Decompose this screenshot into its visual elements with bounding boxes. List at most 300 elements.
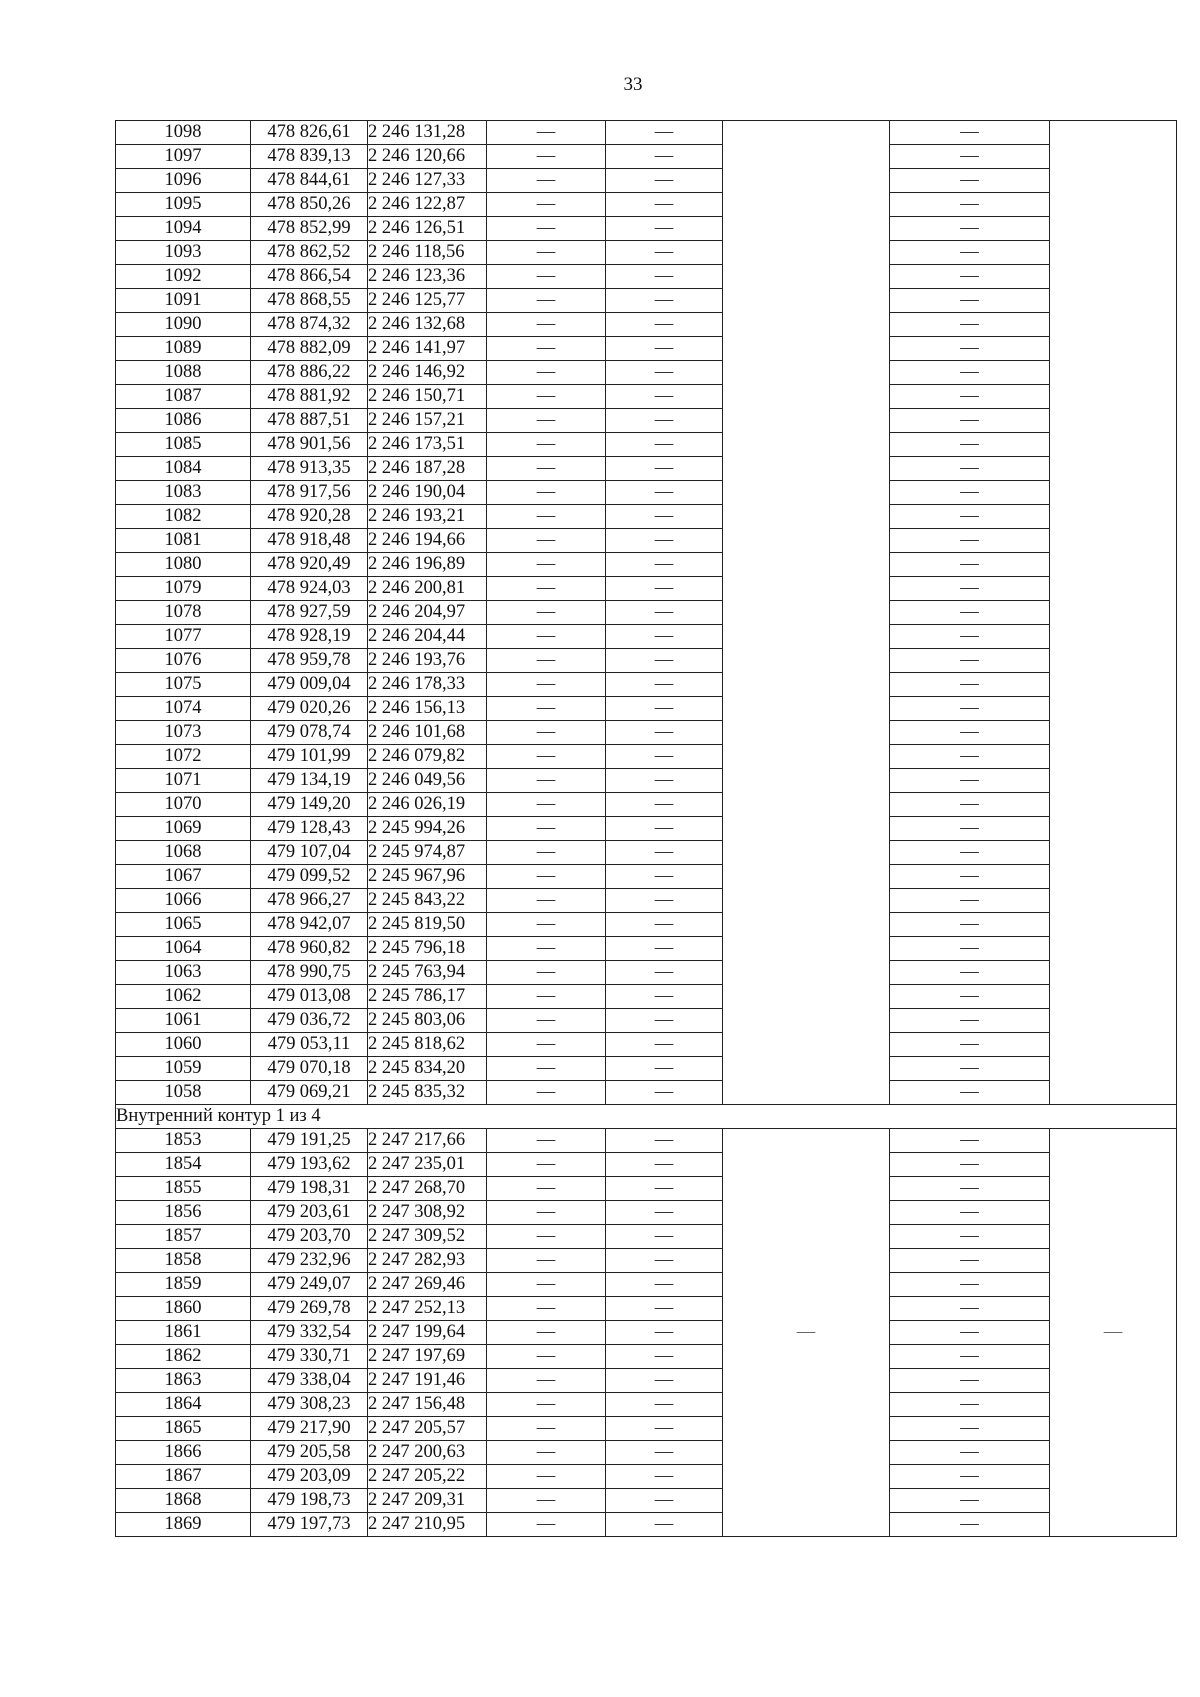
- dash-cell: —: [606, 289, 723, 313]
- x-coordinate-cell: 478 924,03: [251, 577, 368, 601]
- table-row: [116, 1081, 1177, 1105]
- dash-cell: —: [606, 433, 723, 457]
- dash-cell: —: [487, 1393, 606, 1417]
- dash-cell: —: [487, 1417, 606, 1441]
- dash-cell: —: [487, 1009, 606, 1033]
- dash-cell: —: [487, 385, 606, 409]
- table-row: [116, 1465, 1177, 1489]
- point-number-cell: 1082: [116, 505, 251, 529]
- dash-cell: —: [890, 1465, 1050, 1489]
- dash-cell: —: [890, 1129, 1050, 1153]
- point-number-cell: 1092: [116, 265, 251, 289]
- table-row: [116, 289, 1177, 313]
- dash-cell: —: [606, 625, 723, 649]
- point-number-cell: 1065: [116, 913, 251, 937]
- dash-cell: —: [606, 601, 723, 625]
- y-coordinate-cell: 2 247 205,22: [368, 1465, 487, 1489]
- dash-cell: —: [890, 529, 1050, 553]
- dash-cell: —: [890, 1201, 1050, 1225]
- dash-cell: —: [606, 1249, 723, 1273]
- dash-cell: —: [890, 1345, 1050, 1369]
- dash-cell: —: [606, 961, 723, 985]
- y-coordinate-cell: 2 246 127,33: [368, 169, 487, 193]
- dash-cell: —: [890, 769, 1050, 793]
- table-row: [116, 433, 1177, 457]
- point-number-cell: 1070: [116, 793, 251, 817]
- dash-cell: —: [487, 697, 606, 721]
- table-row: [116, 649, 1177, 673]
- y-coordinate-cell: 2 247 252,13: [368, 1297, 487, 1321]
- x-coordinate-cell: 478 868,55: [251, 289, 368, 313]
- table-row: [116, 1129, 1177, 1153]
- x-coordinate-cell: 478 990,75: [251, 961, 368, 985]
- x-coordinate-cell: 479 198,73: [251, 1489, 368, 1513]
- dash-cell: —: [606, 649, 723, 673]
- dash-cell: —: [487, 1345, 606, 1369]
- dash-cell: —: [890, 241, 1050, 265]
- dash-cell: —: [487, 217, 606, 241]
- dash-cell: —: [890, 625, 1050, 649]
- y-coordinate-cell: 2 246 193,76: [368, 649, 487, 673]
- x-coordinate-cell: 479 009,04: [251, 673, 368, 697]
- dash-cell: —: [606, 1417, 723, 1441]
- dash-cell: —: [487, 889, 606, 913]
- dash-cell: —: [890, 1417, 1050, 1441]
- dash-cell: —: [890, 817, 1050, 841]
- dash-cell: —: [606, 1513, 723, 1537]
- point-number-cell: 1861: [116, 1321, 251, 1345]
- dash-cell: —: [890, 1177, 1050, 1201]
- y-coordinate-cell: 2 246 079,82: [368, 745, 487, 769]
- x-coordinate-cell: 479 269,78: [251, 1297, 368, 1321]
- x-coordinate-cell: 478 917,56: [251, 481, 368, 505]
- x-coordinate-cell: 478 913,35: [251, 457, 368, 481]
- dash-cell: —: [890, 409, 1050, 433]
- dash-cell: —: [487, 505, 606, 529]
- table-row: [116, 937, 1177, 961]
- y-coordinate-cell: 2 247 268,70: [368, 1177, 487, 1201]
- point-number-cell: 1064: [116, 937, 251, 961]
- dash-cell: —: [487, 313, 606, 337]
- dash-cell: —: [606, 745, 723, 769]
- y-coordinate-cell: 2 246 146,92: [368, 361, 487, 385]
- section-title: Внутренний контур 1 из 4: [116, 1105, 1177, 1129]
- y-coordinate-cell: 2 246 150,71: [368, 385, 487, 409]
- point-number-cell: 1071: [116, 769, 251, 793]
- dash-cell: —: [890, 1489, 1050, 1513]
- dash-cell: —: [606, 1177, 723, 1201]
- table-row: [116, 265, 1177, 289]
- dash-cell: —: [487, 265, 606, 289]
- x-coordinate-cell: 478 882,09: [251, 337, 368, 361]
- y-coordinate-cell: 2 245 974,87: [368, 841, 487, 865]
- table-row: [116, 769, 1177, 793]
- dash-cell: —: [487, 1441, 606, 1465]
- y-coordinate-cell: 2 246 101,68: [368, 721, 487, 745]
- dash-cell: —: [890, 433, 1050, 457]
- dash-cell: —: [487, 1033, 606, 1057]
- point-number-cell: 1073: [116, 721, 251, 745]
- dash-cell: —: [487, 1465, 606, 1489]
- table-row: [116, 385, 1177, 409]
- dash-cell: —: [487, 865, 606, 889]
- table-row: [116, 193, 1177, 217]
- dash-cell: —: [890, 889, 1050, 913]
- x-coordinate-cell: 479 134,19: [251, 769, 368, 793]
- dash-cell: —: [487, 817, 606, 841]
- dash-cell: —: [890, 385, 1050, 409]
- point-number-cell: 1074: [116, 697, 251, 721]
- dash-cell: —: [606, 817, 723, 841]
- y-coordinate-cell: 2 247 205,57: [368, 1417, 487, 1441]
- point-number-cell: 1097: [116, 145, 251, 169]
- merged-dash-cell: —: [1050, 1129, 1177, 1537]
- y-coordinate-cell: 2 245 835,32: [368, 1081, 487, 1105]
- x-coordinate-cell: 479 020,26: [251, 697, 368, 721]
- dash-cell: —: [606, 1321, 723, 1345]
- dash-cell: —: [487, 1177, 606, 1201]
- dash-cell: —: [890, 553, 1050, 577]
- table-row: [116, 961, 1177, 985]
- dash-cell: —: [487, 625, 606, 649]
- x-coordinate-cell: 479 203,70: [251, 1225, 368, 1249]
- point-number-cell: 1863: [116, 1369, 251, 1393]
- y-coordinate-cell: 2 246 204,97: [368, 601, 487, 625]
- table-row: [116, 1297, 1177, 1321]
- table-row: [116, 529, 1177, 553]
- dash-cell: —: [606, 217, 723, 241]
- table-row: [116, 745, 1177, 769]
- x-coordinate-cell: 479 128,43: [251, 817, 368, 841]
- x-coordinate-cell: 478 886,22: [251, 361, 368, 385]
- dash-cell: —: [890, 601, 1050, 625]
- point-number-cell: 1858: [116, 1249, 251, 1273]
- dash-cell: —: [890, 1057, 1050, 1081]
- dash-cell: —: [487, 553, 606, 577]
- dash-cell: —: [890, 193, 1050, 217]
- dash-cell: —: [606, 889, 723, 913]
- x-coordinate-cell: 478 844,61: [251, 169, 368, 193]
- dash-cell: —: [606, 265, 723, 289]
- dash-cell: —: [487, 841, 606, 865]
- table-row: [116, 1033, 1177, 1057]
- dash-cell: —: [606, 1057, 723, 1081]
- dash-cell: —: [890, 961, 1050, 985]
- dash-cell: —: [606, 985, 723, 1009]
- dash-cell: —: [890, 121, 1050, 145]
- y-coordinate-cell: 2 247 197,69: [368, 1345, 487, 1369]
- table-row: [116, 913, 1177, 937]
- dash-cell: —: [890, 721, 1050, 745]
- x-coordinate-cell: 479 308,23: [251, 1393, 368, 1417]
- dash-cell: —: [890, 1153, 1050, 1177]
- dash-cell: —: [606, 241, 723, 265]
- dash-cell: —: [606, 577, 723, 601]
- table-row: [116, 1321, 1177, 1345]
- dash-cell: —: [890, 1009, 1050, 1033]
- dash-cell: —: [606, 1297, 723, 1321]
- x-coordinate-cell: 478 960,82: [251, 937, 368, 961]
- table-row: [116, 1225, 1177, 1249]
- y-coordinate-cell: 2 245 843,22: [368, 889, 487, 913]
- dash-cell: —: [606, 553, 723, 577]
- dash-cell: —: [487, 145, 606, 169]
- y-coordinate-cell: 2 245 819,50: [368, 913, 487, 937]
- x-coordinate-cell: 478 966,27: [251, 889, 368, 913]
- table-row: [116, 865, 1177, 889]
- dash-cell: —: [487, 1489, 606, 1513]
- y-coordinate-cell: 2 246 196,89: [368, 553, 487, 577]
- dash-cell: —: [606, 841, 723, 865]
- x-coordinate-cell: 479 217,90: [251, 1417, 368, 1441]
- dash-cell: —: [606, 1129, 723, 1153]
- dash-cell: —: [606, 1393, 723, 1417]
- point-number-cell: 1856: [116, 1201, 251, 1225]
- table-row: [116, 1153, 1177, 1177]
- point-number-cell: 1068: [116, 841, 251, 865]
- point-number-cell: 1079: [116, 577, 251, 601]
- dash-cell: —: [606, 145, 723, 169]
- point-number-cell: 1072: [116, 745, 251, 769]
- dash-cell: —: [487, 433, 606, 457]
- dash-cell: —: [487, 361, 606, 385]
- y-coordinate-cell: 2 246 141,97: [368, 337, 487, 361]
- x-coordinate-cell: 479 330,71: [251, 1345, 368, 1369]
- dash-cell: —: [606, 1273, 723, 1297]
- dash-cell: —: [606, 1345, 723, 1369]
- dash-cell: —: [890, 745, 1050, 769]
- table-row: [116, 1057, 1177, 1081]
- point-number-cell: 1063: [116, 961, 251, 985]
- dash-cell: —: [606, 1153, 723, 1177]
- y-coordinate-cell: 2 245 994,26: [368, 817, 487, 841]
- merged-dash-cell: [1050, 121, 1177, 1105]
- dash-cell: —: [487, 169, 606, 193]
- table-body: [116, 121, 1177, 1537]
- dash-cell: —: [606, 865, 723, 889]
- dash-cell: —: [487, 193, 606, 217]
- dash-cell: —: [890, 1081, 1050, 1105]
- table-row: [116, 721, 1177, 745]
- dash-cell: —: [890, 289, 1050, 313]
- x-coordinate-cell: 479 198,31: [251, 1177, 368, 1201]
- dash-cell: —: [890, 937, 1050, 961]
- dash-cell: —: [487, 673, 606, 697]
- merged-dash-cell: —: [723, 1129, 890, 1537]
- table-row: [116, 1345, 1177, 1369]
- y-coordinate-cell: 2 246 156,13: [368, 697, 487, 721]
- table-row: [116, 985, 1177, 1009]
- x-coordinate-cell: 478 927,59: [251, 601, 368, 625]
- y-coordinate-cell: 2 247 269,46: [368, 1273, 487, 1297]
- dash-cell: —: [487, 457, 606, 481]
- dash-cell: —: [487, 769, 606, 793]
- point-number-cell: 1868: [116, 1489, 251, 1513]
- x-coordinate-cell: 479 205,58: [251, 1441, 368, 1465]
- y-coordinate-cell: 2 246 200,81: [368, 577, 487, 601]
- point-number-cell: 1869: [116, 1513, 251, 1537]
- table-row: [116, 889, 1177, 913]
- dash-cell: —: [487, 1249, 606, 1273]
- dash-cell: —: [487, 1081, 606, 1105]
- dash-cell: —: [890, 1369, 1050, 1393]
- x-coordinate-cell: 479 193,62: [251, 1153, 368, 1177]
- x-coordinate-cell: 479 013,08: [251, 985, 368, 1009]
- y-coordinate-cell: 2 246 125,77: [368, 289, 487, 313]
- dash-cell: —: [487, 1273, 606, 1297]
- dash-cell: —: [890, 913, 1050, 937]
- dash-cell: —: [487, 913, 606, 937]
- table-row: [116, 1489, 1177, 1513]
- x-coordinate-cell: 479 036,72: [251, 1009, 368, 1033]
- x-coordinate-cell: 478 826,61: [251, 121, 368, 145]
- dash-cell: —: [606, 697, 723, 721]
- dash-cell: —: [606, 169, 723, 193]
- table-row: [116, 337, 1177, 361]
- table-row: [116, 1249, 1177, 1273]
- dash-cell: —: [890, 577, 1050, 601]
- dash-cell: —: [890, 313, 1050, 337]
- merged-dash-cell: [723, 121, 890, 1105]
- dash-cell: —: [487, 961, 606, 985]
- y-coordinate-cell: 2 245 834,20: [368, 1057, 487, 1081]
- dash-cell: —: [487, 721, 606, 745]
- point-number-cell: 1093: [116, 241, 251, 265]
- dash-cell: —: [890, 697, 1050, 721]
- y-coordinate-cell: 2 246 173,51: [368, 433, 487, 457]
- x-coordinate-cell: 479 069,21: [251, 1081, 368, 1105]
- dash-cell: —: [606, 313, 723, 337]
- y-coordinate-cell: 2 247 156,48: [368, 1393, 487, 1417]
- x-coordinate-cell: 479 053,11: [251, 1033, 368, 1057]
- dash-cell: —: [487, 337, 606, 361]
- dash-cell: —: [890, 1249, 1050, 1273]
- y-coordinate-cell: 2 247 210,95: [368, 1513, 487, 1537]
- table-row: [116, 457, 1177, 481]
- table-row: [116, 241, 1177, 265]
- dash-cell: —: [890, 1297, 1050, 1321]
- point-number-cell: 1059: [116, 1057, 251, 1081]
- x-coordinate-cell: 478 862,52: [251, 241, 368, 265]
- x-coordinate-cell: 479 078,74: [251, 721, 368, 745]
- dash-cell: —: [606, 1009, 723, 1033]
- y-coordinate-cell: 2 247 200,63: [368, 1441, 487, 1465]
- x-coordinate-cell: 478 959,78: [251, 649, 368, 673]
- dash-cell: —: [606, 481, 723, 505]
- point-number-cell: 1865: [116, 1417, 251, 1441]
- dash-cell: —: [606, 505, 723, 529]
- x-coordinate-cell: 479 107,04: [251, 841, 368, 865]
- point-number-cell: 1075: [116, 673, 251, 697]
- dash-cell: —: [890, 337, 1050, 361]
- dash-cell: —: [487, 121, 606, 145]
- table-row: [116, 577, 1177, 601]
- dash-cell: —: [890, 457, 1050, 481]
- dash-cell: —: [487, 1513, 606, 1537]
- x-coordinate-cell: 479 070,18: [251, 1057, 368, 1081]
- table-row: [116, 169, 1177, 193]
- dash-cell: —: [890, 1033, 1050, 1057]
- dash-cell: —: [487, 289, 606, 313]
- x-coordinate-cell: 478 928,19: [251, 625, 368, 649]
- point-number-cell: 1087: [116, 385, 251, 409]
- y-coordinate-cell: 2 246 132,68: [368, 313, 487, 337]
- point-number-cell: 1066: [116, 889, 251, 913]
- y-coordinate-cell: 2 245 763,94: [368, 961, 487, 985]
- point-number-cell: 1077: [116, 625, 251, 649]
- x-coordinate-cell: 478 874,32: [251, 313, 368, 337]
- table-row: [116, 1177, 1177, 1201]
- dash-cell: —: [487, 241, 606, 265]
- point-number-cell: 1061: [116, 1009, 251, 1033]
- x-coordinate-cell: 478 920,49: [251, 553, 368, 577]
- point-number-cell: 1089: [116, 337, 251, 361]
- x-coordinate-cell: 479 203,09: [251, 1465, 368, 1489]
- point-number-cell: 1867: [116, 1465, 251, 1489]
- point-number-cell: 1854: [116, 1153, 251, 1177]
- y-coordinate-cell: 2 246 194,66: [368, 529, 487, 553]
- point-number-cell: 1085: [116, 433, 251, 457]
- dash-cell: —: [890, 145, 1050, 169]
- dash-cell: —: [890, 169, 1050, 193]
- table-row: [116, 553, 1177, 577]
- dash-cell: —: [890, 793, 1050, 817]
- point-number-cell: 1855: [116, 1177, 251, 1201]
- dash-cell: —: [890, 1441, 1050, 1465]
- dash-cell: —: [487, 937, 606, 961]
- y-coordinate-cell: 2 247 282,93: [368, 1249, 487, 1273]
- x-coordinate-cell: 478 918,48: [251, 529, 368, 553]
- dash-cell: —: [487, 409, 606, 433]
- table-row: [116, 217, 1177, 241]
- table-row: [116, 409, 1177, 433]
- x-coordinate-cell: 478 901,56: [251, 433, 368, 457]
- dash-cell: —: [606, 1033, 723, 1057]
- dash-cell: —: [890, 481, 1050, 505]
- x-coordinate-cell: 479 249,07: [251, 1273, 368, 1297]
- point-number-cell: 1094: [116, 217, 251, 241]
- dash-cell: —: [890, 673, 1050, 697]
- table-row: [116, 1369, 1177, 1393]
- x-coordinate-cell: 479 338,04: [251, 1369, 368, 1393]
- x-coordinate-cell: 478 942,07: [251, 913, 368, 937]
- table-row: [116, 313, 1177, 337]
- coordinates-table: [115, 120, 1177, 1537]
- point-number-cell: 1081: [116, 529, 251, 553]
- dash-cell: —: [487, 1369, 606, 1393]
- dash-cell: —: [890, 841, 1050, 865]
- point-number-cell: 1096: [116, 169, 251, 193]
- table-row: [116, 1273, 1177, 1297]
- x-coordinate-cell: 478 850,26: [251, 193, 368, 217]
- dash-cell: —: [606, 673, 723, 697]
- point-number-cell: 1862: [116, 1345, 251, 1369]
- dash-cell: —: [487, 985, 606, 1009]
- dash-cell: —: [890, 217, 1050, 241]
- x-coordinate-cell: 478 839,13: [251, 145, 368, 169]
- dash-cell: —: [606, 1441, 723, 1465]
- dash-cell: —: [890, 265, 1050, 289]
- table-row: [116, 1009, 1177, 1033]
- point-number-cell: 1067: [116, 865, 251, 889]
- table-row: [116, 841, 1177, 865]
- y-coordinate-cell: 2 247 217,66: [368, 1129, 487, 1153]
- dash-cell: —: [487, 1201, 606, 1225]
- dash-cell: —: [606, 769, 723, 793]
- table-row: [116, 1201, 1177, 1225]
- y-coordinate-cell: 2 247 191,46: [368, 1369, 487, 1393]
- dash-cell: —: [606, 337, 723, 361]
